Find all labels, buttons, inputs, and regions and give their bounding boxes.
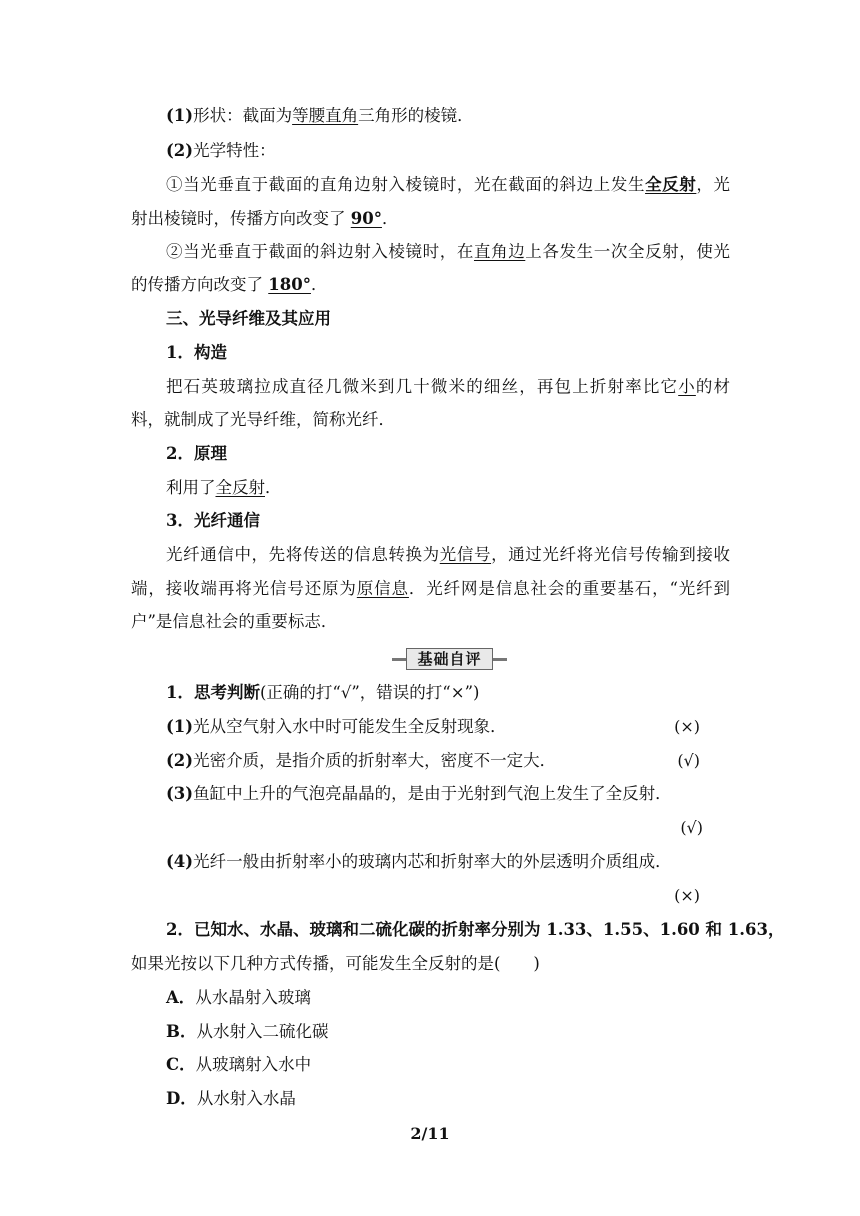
fill-answer: 原信息 [356, 579, 409, 598]
option-d [166, 1087, 730, 1111]
section-banner [392, 648, 507, 670]
item-text: 光从空气射入水中时可能发生全反射现象． [193, 717, 507, 736]
question-number: 1．思考判断 [166, 683, 260, 702]
judgment-item [166, 850, 730, 874]
item-number: (1) [166, 717, 194, 736]
item-text: 光密介质，是指介质的折射率大，密度不一定大． [193, 751, 557, 770]
page-number: 2/11 [410, 1124, 450, 1143]
communication-line1 [166, 543, 730, 567]
text: ①当光垂直于截面的直角边射入棱镜时，光在截面的斜边上发生 [166, 175, 646, 194]
text: 的传播方向改变了 [131, 275, 269, 294]
communication-line2 [131, 577, 730, 601]
text: (正确的打“√”，错误的打“×”) [259, 683, 480, 702]
fill-answer: 90° [350, 209, 382, 228]
fill-answer: 全反射 [645, 175, 697, 194]
banner-decoration [491, 658, 507, 661]
structure-line2: 料，就制成了光导纤维，简称光纤． [131, 410, 395, 429]
text: ，光 [696, 175, 730, 194]
option-text: 从水晶射入玻璃 [195, 988, 311, 1007]
text: 端，接收端再将光信号还原为 [131, 579, 357, 598]
item-text: 光纤一般由折射率小的玻璃内芯和折射率大的外层透明介质组成． [193, 852, 672, 871]
judgment-mark: (×) [674, 717, 700, 736]
text: 光纤通信中，先将传送的信息转换为 [166, 545, 440, 564]
text: ②当光垂直于截面的斜边射入棱镜时，在 [166, 242, 474, 261]
prism-p2-line2 [131, 273, 730, 297]
option-c [166, 1053, 730, 1077]
fill-answer: 180° [268, 275, 311, 294]
text: ． [265, 478, 282, 497]
text: ． [310, 275, 328, 294]
judgment-item [166, 715, 730, 739]
option-text: 从水射入水晶 [196, 1089, 296, 1108]
prism-p2-line1 [166, 240, 730, 264]
option-a [166, 986, 730, 1010]
judgment-mark: (×) [674, 886, 700, 905]
text: ． [381, 209, 399, 228]
prism-shape-line [166, 104, 730, 128]
subheading-principle: 2．原理 [166, 444, 227, 463]
subheading-communication: 3．光纤通信 [166, 511, 260, 530]
item-number: (4) [166, 852, 194, 871]
judgment-mark: (√) [680, 818, 703, 837]
fill-answer: 光信号 [439, 545, 492, 564]
text: 的材 [695, 377, 731, 396]
option-letter: B． [166, 1022, 197, 1041]
judgment-item [166, 782, 730, 806]
fill-answer: 小 [678, 377, 696, 396]
judgment-mark: (√) [677, 751, 700, 770]
item-number: (1) [166, 106, 194, 125]
text: ，通过光纤将光信号传输到接收 [491, 545, 730, 564]
subheading-structure: 1．构造 [166, 343, 227, 362]
question2-line2: 如果光按以下几种方式传播，可能发生全反射的是( ) [131, 954, 540, 973]
question1-title [166, 681, 730, 705]
option-text: 从水射入二硫化碳 [196, 1022, 329, 1041]
text: 三角形的棱镜． [358, 106, 474, 125]
fill-answer: 等腰直角 [292, 106, 359, 125]
option-text: 从玻璃射入水中 [195, 1055, 312, 1074]
text: 形状：截面为 [193, 106, 293, 125]
text: 光学特性： [193, 141, 276, 160]
prism-p1-line1 [166, 173, 730, 197]
option-b [166, 1020, 730, 1044]
judgment-item [166, 749, 730, 773]
prism-p1-line2 [131, 207, 730, 231]
communication-line3: 户”是信息社会的重要标志． [131, 612, 338, 631]
structure-line1 [166, 375, 730, 399]
fill-answer: 直角边 [473, 242, 526, 261]
text: ．光纤网是信息社会的重要基石，“光纤到 [408, 579, 731, 598]
text: 利用了 [166, 478, 216, 497]
item-number: (2) [166, 751, 194, 770]
item-number: (3) [166, 784, 194, 803]
prism-optics-line [166, 139, 730, 163]
item-text: 鱼缸中上升的气泡亮晶晶的，是由于光射到气泡上发生了全反射． [193, 784, 672, 803]
text: 射出棱镜时，传播方向改变了 [131, 209, 351, 228]
fill-answer: 全反射 [215, 478, 265, 497]
principle-line [166, 476, 730, 500]
option-letter: D． [166, 1089, 197, 1108]
option-letter: A． [166, 988, 196, 1007]
banner-label: 基础自评 [406, 648, 493, 670]
question2-line1: 2．已知水、水晶、玻璃和二硫化碳的折射率分别为 1.33、1.55、1.60 和 1.63， [166, 920, 785, 939]
text: 上各发生一次全反射，使光 [525, 242, 730, 261]
option-letter: C． [166, 1055, 196, 1074]
section-title: 三、光导纤维及其应用 [166, 309, 331, 328]
text: 把石英玻璃拉成直径几微米到几十微米的细丝，再包上折射率比它 [166, 377, 679, 396]
item-number: (2) [166, 141, 194, 160]
